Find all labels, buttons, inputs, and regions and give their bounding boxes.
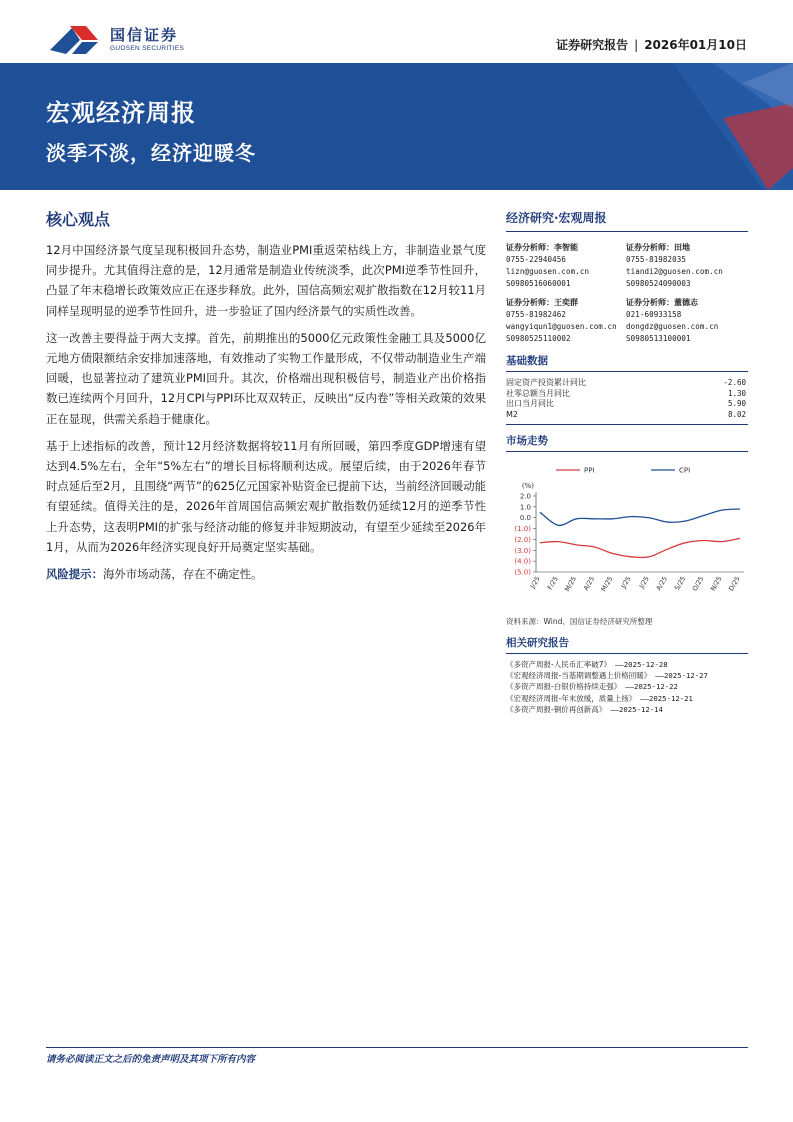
analyst-cert: S0980516060001 [506, 279, 571, 288]
report-type: 证券研究报告 [556, 38, 629, 52]
basic-data-row [506, 410, 748, 421]
y-tick-label: (4.0) [514, 557, 531, 566]
x-tick-label: J/25 [528, 575, 542, 590]
related-report-item[interactable] [506, 659, 748, 670]
basic-data-value: 8.02 [727, 409, 746, 419]
core-paragraph: 基于上述指标的改善，预计12月经济数据将较11月有所回暖，第四季度GDP增速有望达到4.5%左右，全年“5%左右”的增长目标将顺利达成。展望后续，由于2026年春节时点延后至2月，且围绕“两节”的625亿元国家补贴资金已提前下达，当前经济回暖动能有望延续。值得关注的是，2026年首周国信高频宏观扩散指数仍延续12月的逆季节性上升态势，这表明PMI的扩张与经济动能的修复并非短期波动，有望至少延续至2026年1月，从而为2026年经济实现良好开局奠定坚实基础。 [46, 438, 486, 554]
analyst-phone: 021-60933158 [626, 310, 682, 319]
analyst-email[interactable]: wangyiqun1@guosen.com.cn [506, 322, 617, 331]
analyst-email[interactable]: tiandi2@guosen.com.cn [626, 267, 723, 276]
related-report-date: ——2025-12-22 [625, 682, 678, 692]
series-line-ppi [540, 538, 740, 557]
analyst-role: 证券分析师： [506, 243, 554, 252]
y-tick-label: 0.0 [519, 514, 531, 523]
x-tick-label: S/25 [672, 575, 688, 592]
core-view-section [46, 207, 486, 584]
report-date: 2026年01月10日 [644, 38, 747, 52]
related-report-item[interactable] [506, 693, 748, 704]
market-trend-title: 市场走势 [506, 433, 748, 452]
y-tick-label: 2.0 [519, 492, 531, 501]
analyst-cert: S0980513100001 [626, 334, 691, 343]
guosen-logo-icon [46, 22, 106, 56]
x-tick-label: D/25 [727, 575, 742, 593]
related-reports-title: 相关研究报告 [506, 635, 748, 654]
basic-data-table [506, 378, 748, 420]
analyst-email[interactable]: lizn@guosen.com.cn [506, 267, 590, 276]
analyst-name: 董德志 [674, 298, 698, 307]
analyst-phone: 0755-81982035 [626, 255, 686, 264]
core-view-heading: 核心观点 [46, 210, 111, 229]
report-meta [556, 36, 747, 53]
related-report-title: 《宏观经济周报-年末放缓，质量上扬》 [506, 693, 637, 703]
related-report-title: 《多资产周报-铜价再创新高》 [506, 704, 607, 714]
x-tick-label: F/25 [545, 575, 560, 592]
x-tick-label: N/25 [708, 575, 724, 593]
core-paragraph: 12月中国经济景气度呈现积极回升态势，制造业PMI重返荣枯线上方，非制造业景气度同步提升。尤其值得注意的是，12月通常是制造业传统淡季，此次PMI逆季节性回升，凸显了年末稳增长政策效应正在逐步释放。此外，国信高频宏观扩散指数在12月较11月同样呈现明显的逆季节性回升，进一步验证了国内经济景气的实质性改善。 [46, 243, 486, 318]
legend-label-ppi: PPI [584, 466, 595, 475]
report-subtitle: 淡季不淡，经济迎暖冬 [46, 141, 256, 165]
analyst-name: 王奕群 [554, 298, 578, 307]
analyst-name: 李智能 [554, 243, 578, 252]
core-paragraph: 这一改善主要得益于两大支撑。首先，前期推出的5000亿元政策性金融工具及5000亿元地方债限额结余安排加速落地，有效推动了实物工作量形成，不仅带动制造业生产端回暖，也显著拉动了建筑业PMI回升。其次，价格端出现积极信号，制造业产出价格指数已连续两个月回升，12月CPI与PPI环比双双转正，反映出“反内卷”等相关政策的效果正在显现，供需关系趋于健康化。 [46, 330, 486, 426]
ppi-cpi-chart [506, 460, 748, 610]
x-tick-label: J/25 [619, 575, 633, 590]
x-tick-label: M/25 [599, 575, 615, 593]
x-tick-label: J/25 [637, 575, 651, 590]
sidebar [506, 209, 748, 715]
market-chart [506, 460, 748, 614]
risk-text: 海外市场动荡，存在不确定性。 [102, 567, 263, 582]
basic-data-value: -2.60 [723, 378, 746, 387]
basic-data-row [506, 399, 748, 410]
analyst-cert: S0980524090003 [626, 279, 691, 288]
basic-data-row [506, 389, 748, 400]
analyst-card [506, 297, 626, 345]
analyst-cert: S0980525110002 [506, 334, 571, 343]
guosen-logo [46, 22, 184, 56]
basic-data-divider [506, 424, 748, 425]
y-tick-label: (1.0) [514, 525, 531, 534]
y-tick-label: (5.0) [514, 568, 531, 577]
chart-source: 资料来源：Wind、国信证券经济研究所整理 [506, 617, 653, 626]
banner-decoration [593, 63, 793, 190]
x-tick-label: M/25 [563, 575, 579, 593]
related-reports-list [506, 659, 748, 715]
x-tick-label: A/25 [654, 575, 670, 592]
related-report-date: ——2025-12-21 [640, 693, 693, 703]
basic-data-label: M2 [506, 409, 518, 419]
legend-label-cpi: CPI [679, 466, 691, 475]
analyst-name: 田地 [674, 243, 690, 252]
series-line-cpi [540, 509, 740, 525]
analyst-email[interactable]: dongdz@guosen.com.cn [626, 322, 719, 331]
analyst-role: 证券分析师： [626, 298, 674, 307]
analyst-list [506, 242, 748, 345]
related-report-title: 《多资产周报-人民币汇率破7》 [506, 660, 611, 669]
title-banner [0, 63, 793, 190]
related-report-item[interactable] [506, 681, 748, 692]
report-title: 宏观经济周报 [46, 99, 196, 127]
analyst-role: 证券分析师： [506, 298, 554, 307]
analyst-phone: 0755-81982462 [506, 310, 566, 319]
related-report-title: 《宏观经济周报-当基期调整遇上价格回暖》 [506, 671, 652, 681]
analyst-card [626, 242, 748, 290]
basic-data-title: 基础数据 [506, 353, 748, 372]
sidebar-title: 经济研究·宏观周报 [506, 209, 748, 232]
basic-data-label: 出口当月同比 [506, 399, 554, 408]
basic-data-value: 1.30 [727, 388, 746, 398]
related-report-title: 《多资产周报-白银价格持续走强》 [506, 682, 622, 692]
analyst-role: 证券分析师： [626, 243, 674, 252]
basic-data-label: 社零总额当月同比 [506, 388, 570, 398]
risk-warning [46, 564, 486, 584]
x-tick-label: O/25 [690, 575, 706, 593]
related-report-date: ——2025-12-27 [655, 671, 708, 681]
footer-disclaimer: 请务必阅读正文之后的免责声明及其项下所有内容 [46, 1054, 256, 1065]
footer-divider [46, 1047, 748, 1048]
analyst-phone: 0755-22940456 [506, 255, 566, 264]
risk-label: 风险提示： [46, 567, 103, 582]
basic-data-row [506, 378, 748, 389]
y-tick-label: (3.0) [514, 546, 531, 555]
basic-data-label: 固定资产投资累计同比 [506, 378, 586, 387]
meta-separator: | [634, 38, 639, 52]
analyst-card [506, 242, 626, 290]
related-report-date: ——2025-12-14 [610, 704, 663, 714]
related-report-date: ——2025-12-28 [614, 660, 668, 669]
logo-name-cn: 国信证券 [110, 25, 179, 44]
y-tick-label: 1.0 [519, 503, 531, 512]
related-report-item[interactable] [506, 704, 748, 715]
y-tick-label: (2.0) [514, 535, 531, 544]
logo-name-en: GUOSEN SECURITIES [110, 44, 185, 52]
related-report-item[interactable] [506, 670, 748, 681]
basic-data-value: 5.90 [727, 399, 746, 408]
x-tick-label: A/25 [581, 575, 597, 592]
y-axis-label: (%) [521, 482, 534, 490]
analyst-card [626, 297, 748, 345]
